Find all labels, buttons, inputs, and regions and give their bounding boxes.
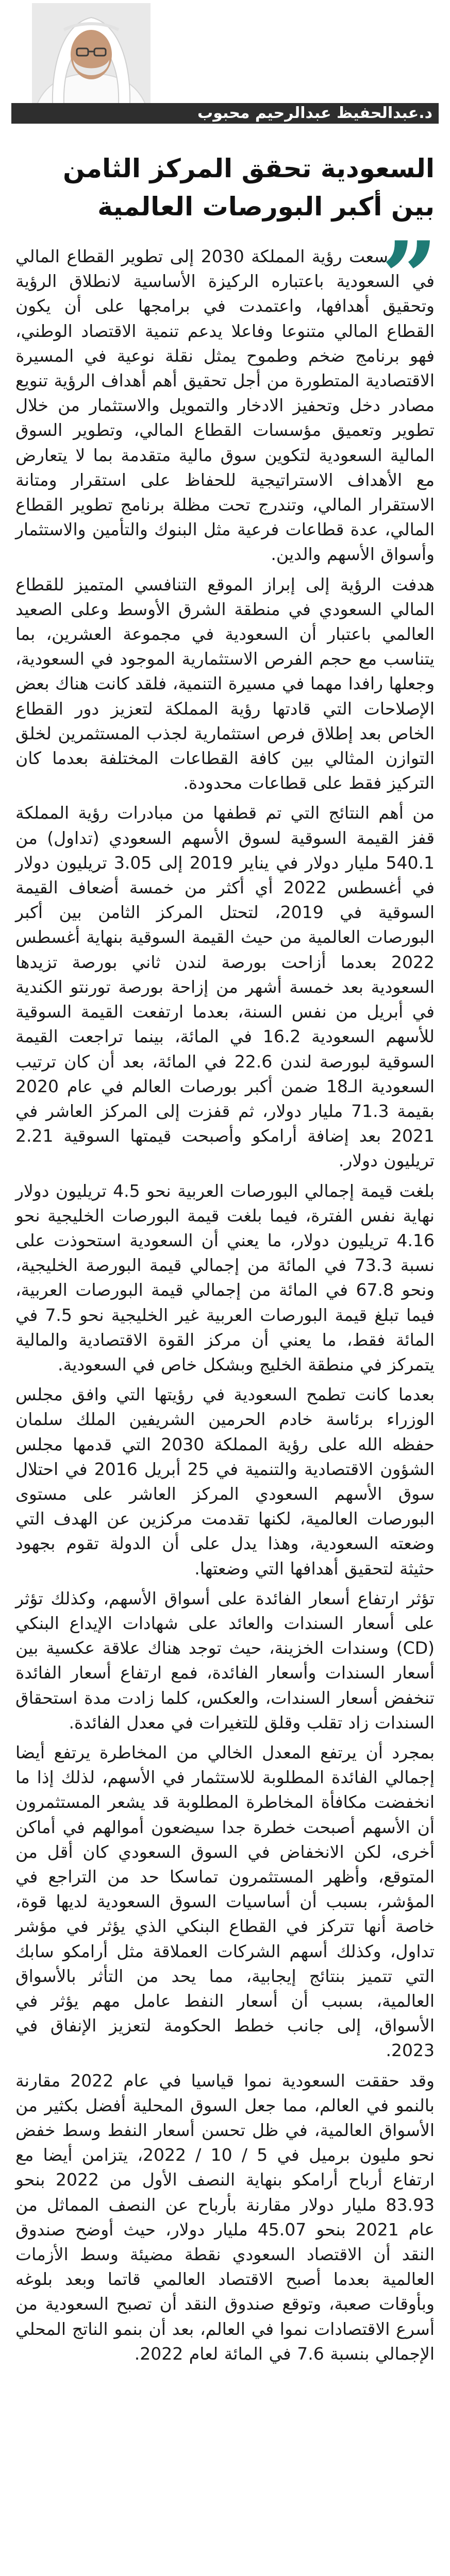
author-portrait-drawing [32,3,151,104]
paragraph-2: هدفت الرؤية إلى إبراز الموقع التنافسي المتميز للقطاع المالي السعودي في منطقة الشرق الأوسط وعلى الصعيد العالمي باعتبار أن السعودية في مجموعة العشرين، بما يتناسب مع حجم الفرص الاستثمارية الموجود في السعودية، وجعلها رافدا مهما في مسيرة التنمية، فلقد كانت هناك بعض الإصلاحات التي قادتها رؤية المملكة لتعزيز دور القطاع الخاص بعد إطلاق فرص استثمارية لجذب المستثمرين لخلق التوازن المثالي بين كافة القطاعات المختلفة بعدما كان التركيز فقط على قطاعات محدودة. [15,574,435,793]
article-text [15,244,435,2366]
paragraph-1: سعت رؤية المملكة 2030 إلى تطوير القطاع المالي في السعودية باعتباره الركيزة الأساسية لانطلاق الرؤية وتحقيق أهدافها، واعتمدت في برامجها على أن يكون القطاع المالي متنوعا وفاعلا يدعم تنمية الاقتصاد الوطني، فهو برنامج ضخم وطموح يمثل نقلة نوعية في المسيرة الاقتصادية المتطورة من أجل تحقيق أهم أهداف الرؤية تنويع مصادر دخل وتحفيز الادخار والتمويل والاستثمار من خلال تطوير وتعميق مؤسسات القطاع المالي، وتطوير السوق المالية السعودية لتكوين سوق مالية متقدمة بما لا يتعارض مع الأهداف الاستراتيجية للحفاظ على استقرار ومتانة الاستقرار المالي، وتندرج تحت مظلة برنامج تطوير القطاع المالي، عدة قطاعات فرعية مثل البنوك والتأمين والاستثمار وأسواق الأسهم والدين. [15,246,435,565]
title-line-1: السعودية تحقق المركز الثامن [63,154,435,183]
article-body [15,220,438,2366]
paragraph-4: بلغت قيمة إجمالي البورصات العربية نحو 4.5 تريليون دولار نهاية نفس الفترة، فيما بلغت قيمة البورصات الخليجية نحو 4.16 تريليون دولار، ما يعني أن السعودية استحوذت على نسبة 73.3 في المائة من إجمالي قيمة البورصة الخليجية، ونحو 67.8 في المائة من إجمالي قيمة البورصات العربية، فيما تبلغ قيمة البورصات العربية غير الخليجية نحو 7.5 في المائة فقط، ما يعني أن مركز القوة الاقتصادية والمالية يتمركز في منطقة الخليج وبشكل خاص في السعودية. [15,1180,435,1375]
author-byline: د.عبدالحفيظ عبدالرحيم محبوب [11,103,439,124]
quote-mark-icon: ” [381,220,438,335]
author-header [11,0,439,124]
author-portrait [32,3,151,104]
paragraph-5: بعدما كانت تطمح السعودية في رؤيتها التي وافق مجلس الوزراء برئاسة خادم الحرمين الشريفين الملك سلمان حفظه الله على رؤية المملكة 2030 التي قدمها مجلس الشؤون الاقتصادية والتنمية في 25 أبريل 2016 في احتلال سوق الأسهم السعودي المركز العاشر على مستوى البورصات العالمية، لكنها تقدمت مركزين عن الهدف التي وضعته السعودية، وهذا يدل على أن الدولة تقوم بجهود حثيثة لتحقيق أهدافها التي وضعتها. [15,1384,435,1579]
paragraph-6: تؤثر ارتفاع أسعار الفائدة على أسواق الأسهم، وكذلك تؤثر على أسعار السندات والعائد على شهادات الإيداع البنكي (CD) وسندات الخزينة، حيث توجد هناك علاقة عكسية بين أسعار السندات وأسعار الفائدة، فمع ارتفاع أسعار الفائدة تنخفض أسعار السندات، والعكس، كلما زادت مدة استحقاق السندات زاد تقلب وقلق للتغيرات في معدل الفائدة. [15,1588,435,1733]
title-line-2: بين أكبر البورصات العالمية [97,192,435,222]
paragraph-7: بمجرد أن يرتفع المعدل الخالي من المخاطرة يرتفع أيضا إجمالي الفائدة المطلوبة للاستثمار في الأسهم، لذلك إذا ما انخفضت مكافأة المخاطرة المطلوبة قد يشعر المستثمرون أن الأسهم أصبحت خطرة جدا سيضعون أموالهم في أماكن أخرى، لكن الانخفاض في السوق السعودي كان أقل من المتوقع، وأظهر المستثمرون تماسكا حد من التراجع في المؤشر، بسبب أن أساسيات السوق السعودية لديها قوة، خاصة أنها تتركز في القطاع البنكي الذي يؤثر في مؤشر تداول، وكذلك أسهم الشركات العملاقة مثل أرامكو سابك التي تتميز بنتائج إيجابية، مما يحد من التأثر بالأسواق العالمية، بسبب أن أسعار النفط عامل مهم يؤثر في الأسواق، إلى جانب خطط الحكومة لتعزيز الإنفاق في 2023. [15,1742,435,2061]
paragraph-3: من أهم النتائج التي تم قطفها من مبادرات رؤية المملكة قفز القيمة السوقية لسوق الأسهم السعودي (تداول) من 540.1 مليار دولار في يناير 2019 إلى 3.05 تريليون دولار في أغسطس 2022 أي أكثر من خمسة أضعاف القيمة السوقية في 2019، لتحتل المركز الثامن بين أكبر البورصات العالمية من حيث القيمة السوقية بنهاية أغسطس 2022 بعدما أزاحت بورصة لندن ثاني بورصة تزيدها السعودية بعد خمسة أشهر من إزاحة بورصة تورنتو الكندية في أبريل من نفس السنة، بعدما ارتفعت القيمة السوقية للأسهم السعودية 16.2 في المائة، بينما تراجعت القيمة السوقية لبورصة لندن 22.6 في المائة، بعد أن كان ترتيب السعودية الـ18 ضمن أكبر بورصات العالم في عام 2020 بقيمة 71.3 مليار دولار، ثم قفزت إلى المركز العاشر في 2021 بعد إضافة أرامكو وأصبحت قيمتها السوقية 2.21 تريليون دولار. [15,803,435,1171]
paragraph-8: وقد حققت السعودية نموا قياسيا في عام 2022 مقارنة بالنمو في العالم، مما جعل السوق المحلية أفضل بكثير من الأسواق العالمية، في ظل تحسن أسعار النفط وسط خفض نحو مليون برميل في 5 / 10 / 2022، يتزامن أيضا مع ارتفاع أرباح أرامكو بنهاية النصف الأول من 2022 بنحو 83.93 مليار دولار مقارنة بأرباح عن النصف المماثل من عام 2021 بنحو 45.07 مليار دولار، حيث أوضح صندوق النقد أن الاقتصاد السعودي نقطة مضيئة وسط الأزمات العالمية بعدما أصبح الاقتصاد العالمي قاتما وبعد بلوغه وبأوقات صعبة، وتوقع صندوق النقد أن تصبح السعودية من أسرع الاقتصادات نموا في العالم، بعد أن بنمو الناتج المحلي الإجمالي بنسبة 7.6 في المائة لعام 2022. [15,2070,435,2364]
article-title [15,149,435,226]
